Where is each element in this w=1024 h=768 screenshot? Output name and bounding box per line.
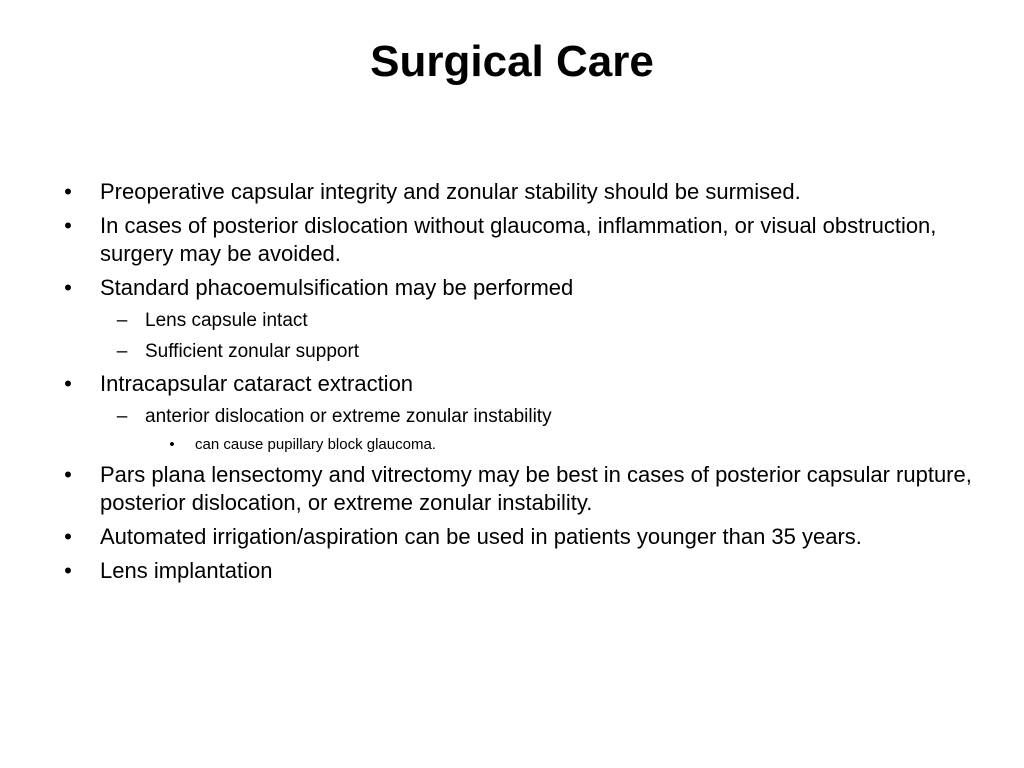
bullet-item	[58, 461, 978, 517]
bullet-text: Pars plana lensectomy and vitrectomy may be best in cases of posterior capsular rupture, posterior dislocation, or extreme zonular instability.	[100, 462, 972, 515]
bullet-item	[58, 274, 978, 302]
sub-bullet-item	[58, 339, 978, 364]
bullet-list	[58, 178, 978, 591]
dash-marker: –	[116, 341, 128, 362]
bullet-text: Automated irrigation/aspiration can be used in patients younger than 35 years.	[100, 524, 862, 549]
bullet-text: Preoperative capsular integrity and zonular stability should be surmised.	[100, 179, 801, 204]
sub-bullet-item	[58, 404, 978, 429]
sub-sub-bullet-item	[58, 435, 978, 455]
bullet-marker: •	[64, 462, 72, 487]
bullet-marker: •	[169, 436, 175, 453]
sub-bullet-text: Lens capsule intact	[145, 310, 308, 331]
bullet-item	[58, 523, 978, 551]
bullet-text: Intracapsular cataract extraction	[100, 371, 414, 396]
bullet-marker: •	[64, 558, 72, 583]
slide-title: Surgical Care	[370, 37, 654, 86]
bullet-marker: •	[64, 524, 72, 549]
dash-marker: –	[116, 310, 128, 331]
bullet-item	[58, 557, 978, 585]
bullet-item	[58, 212, 978, 268]
bullet-item	[58, 178, 978, 206]
bullet-marker: •	[64, 179, 72, 204]
sub-bullet-text: anterior dislocation or extreme zonular instability	[145, 406, 552, 427]
bullet-text: In cases of posterior dislocation without glaucoma, inflammation, or visual obstruction, surgery may be avoided.	[100, 213, 937, 266]
sub-bullet-item	[58, 308, 978, 333]
dash-marker: –	[116, 406, 128, 427]
bullet-marker: •	[64, 213, 72, 238]
bullet-marker: •	[64, 275, 72, 300]
bullet-item	[58, 370, 978, 398]
bullet-text: Standard phacoemulsification may be performed	[100, 275, 574, 300]
sub-sub-bullet-text: can cause pupillary block glaucoma.	[195, 436, 436, 453]
sub-bullet-text: Sufficient zonular support	[145, 341, 360, 362]
bullet-text: Lens implantation	[100, 558, 273, 583]
bullet-marker: •	[64, 371, 72, 396]
